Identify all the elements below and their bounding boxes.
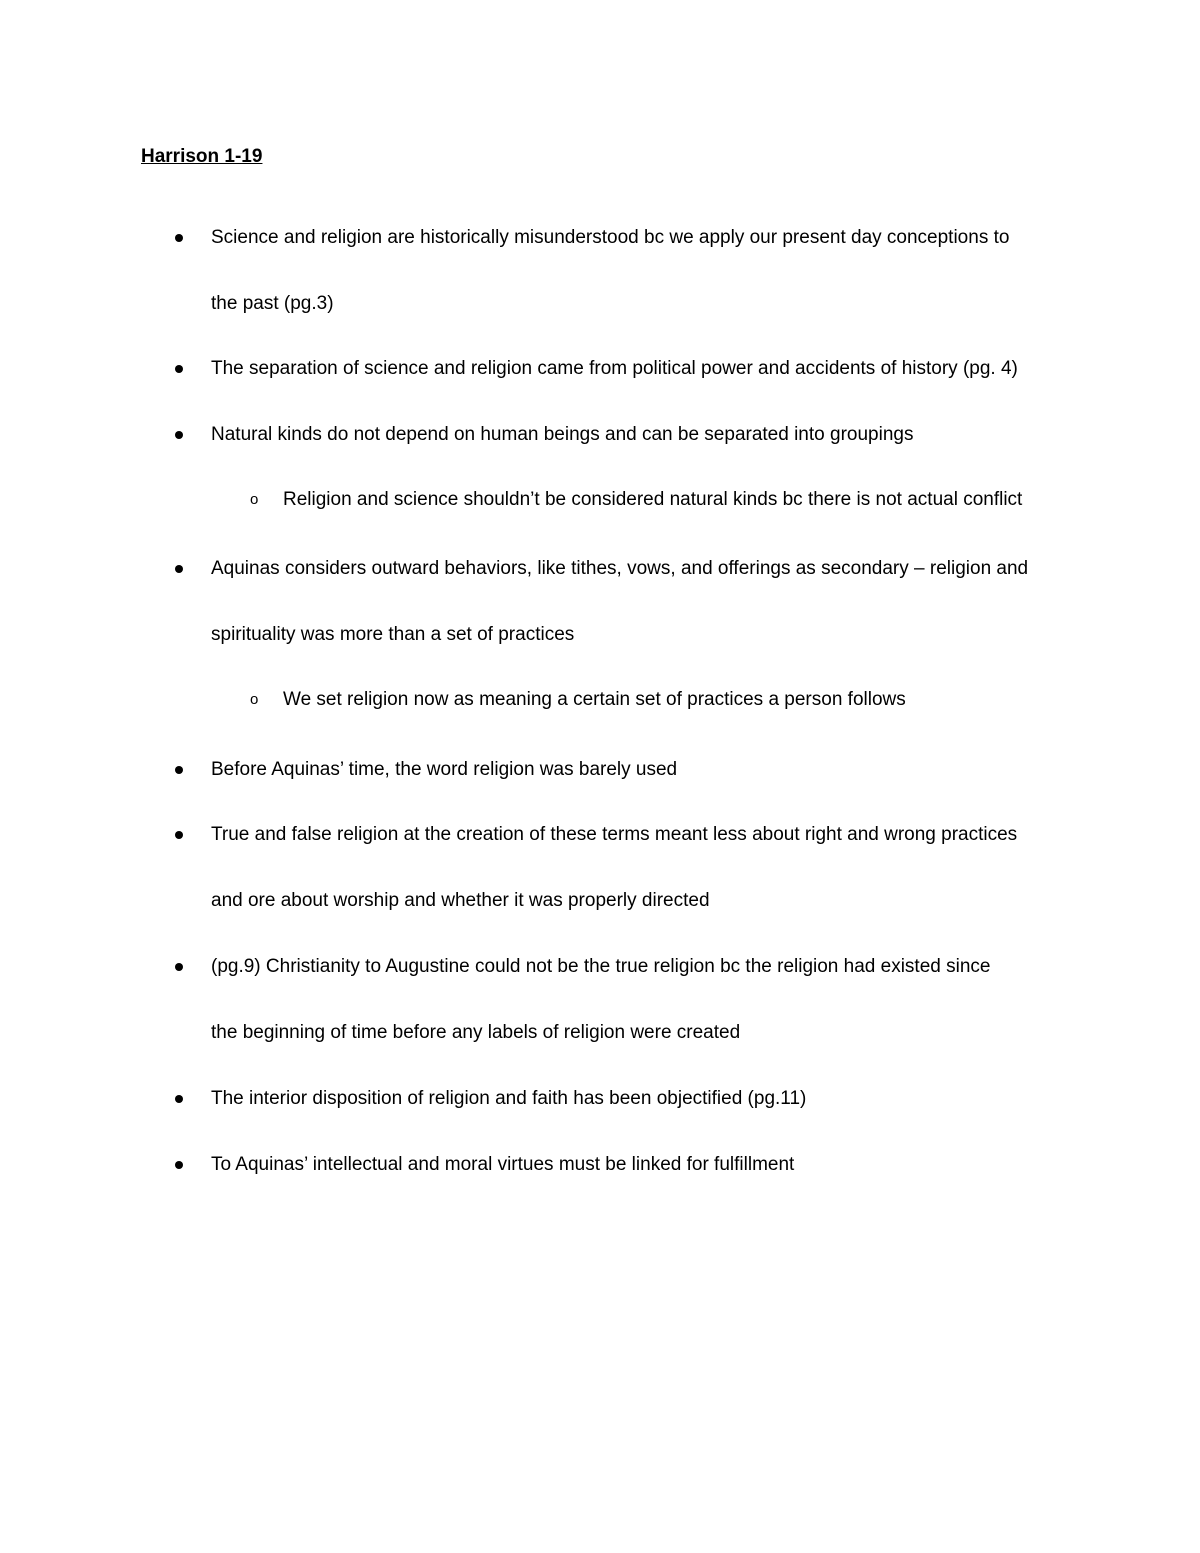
bullet-text: (pg.9) Christianity to Augustine could not be the true religion bc the religion had existed since: [211, 956, 991, 977]
sub-bullet-text: Religion and science shouldn’t be considered natural kinds bc there is not actual conflict: [283, 489, 1023, 510]
bullet-marker: [175, 963, 183, 971]
bullet-marker: [175, 431, 183, 439]
bullet-marker: [175, 565, 183, 573]
bullet-marker: [175, 1095, 183, 1103]
bullet-text: Natural kinds do not depend on human beings and can be separated into groupings: [211, 424, 914, 445]
bullet-text: To Aquinas’ intellectual and moral virtues must be linked for fulfillment: [211, 1154, 795, 1175]
bullet-marker: [175, 234, 183, 242]
sub-bullet-text: We set religion now as meaning a certain set of practices a person follows: [283, 689, 906, 710]
page-title: Harrison 1-19: [141, 146, 263, 167]
sub-bullet-marker: o: [250, 691, 259, 708]
bullet-text: the beginning of time before any labels of religion were created: [211, 1022, 741, 1043]
bullet-text: Before Aquinas’ time, the word religion was barely used: [211, 759, 678, 780]
bullet-text: The interior disposition of religion and faith has been objectified (pg.11): [211, 1088, 807, 1109]
bullet-marker: [175, 365, 183, 373]
bullet-marker: [175, 766, 183, 774]
bullet-text: The separation of science and religion came from political power and accidents of history (pg. 4): [211, 358, 1018, 379]
bullet-text: the past (pg.3): [211, 293, 334, 314]
bullet-marker: [175, 831, 183, 839]
bullet-text: and ore about worship and whether it was properly directed: [211, 890, 710, 911]
bullet-text: Science and religion are historically misunderstood bc we apply our present day conceptions to: [211, 227, 1010, 248]
bullet-text: Aquinas considers outward behaviors, like tithes, vows, and offerings as secondary – religion and: [211, 558, 1029, 579]
bullet-marker: [175, 1161, 183, 1169]
bullet-text: spirituality was more than a set of practices: [211, 624, 575, 645]
bullet-text: True and false religion at the creation of these terms meant less about right and wrong practices: [211, 824, 1018, 845]
sub-bullet-marker: o: [250, 491, 259, 508]
